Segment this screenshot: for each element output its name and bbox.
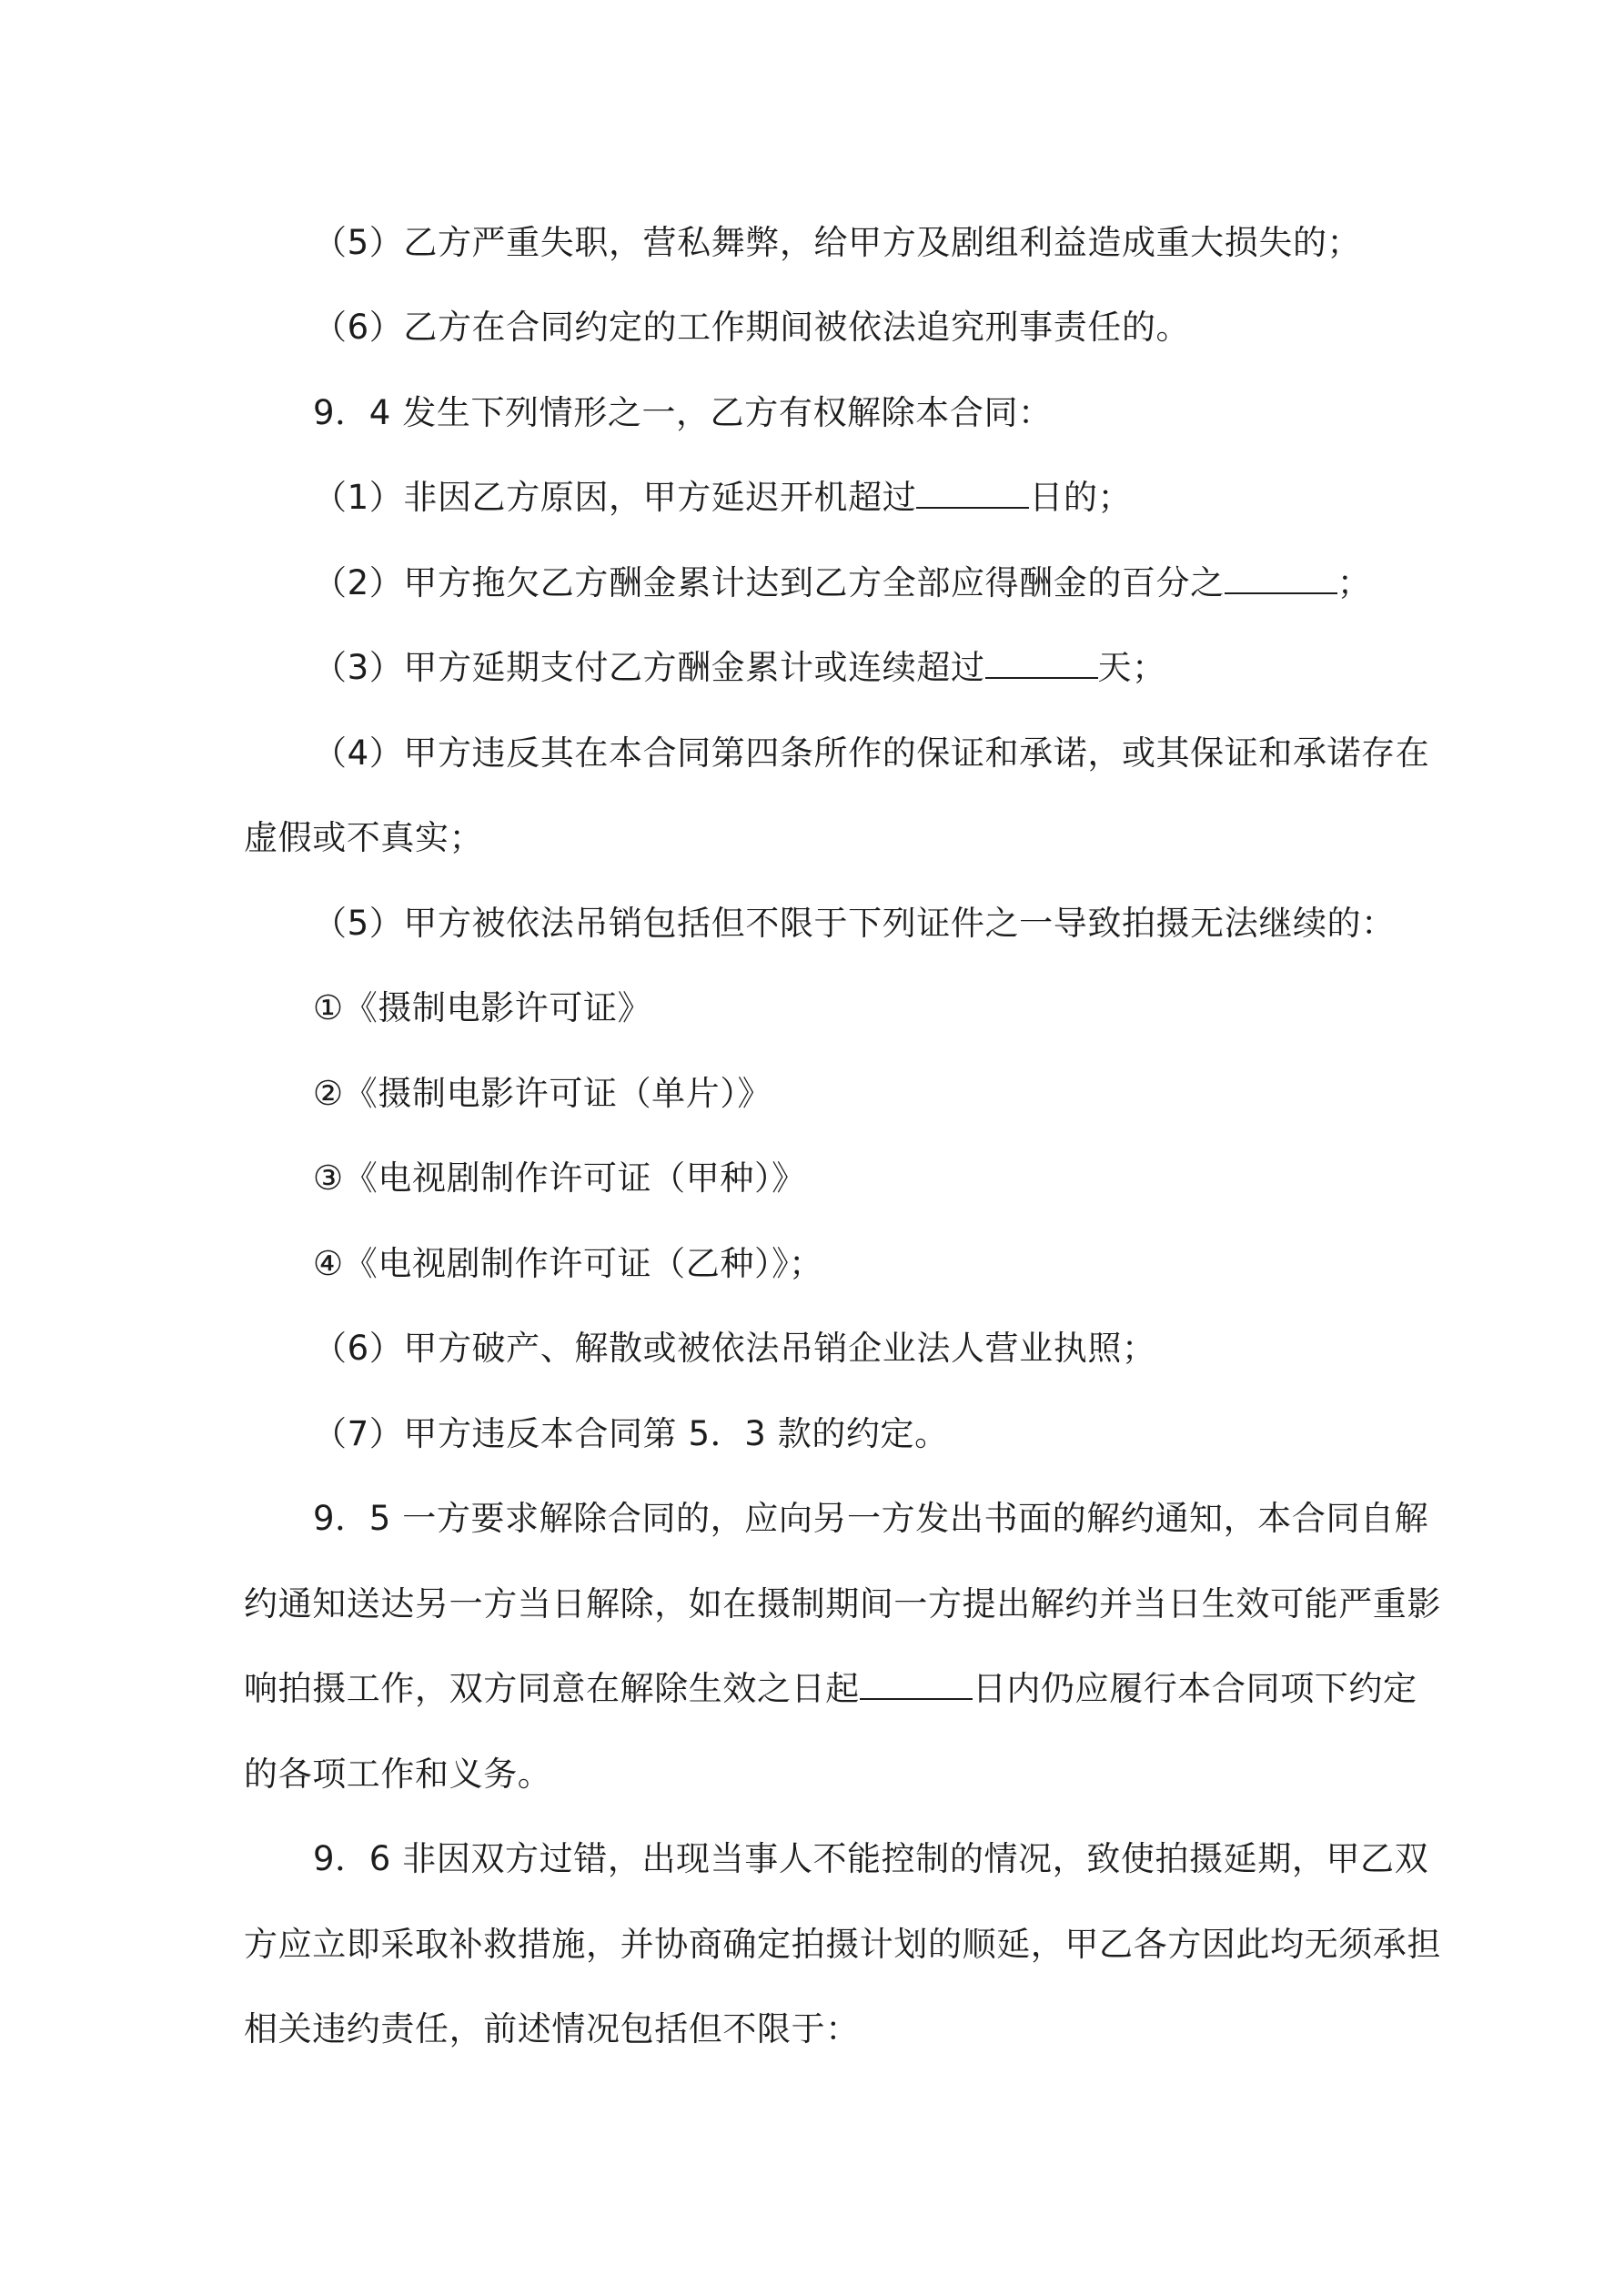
text-line (313, 733, 1429, 774)
text-line (313, 648, 1166, 688)
text-run: （5）乙方严重失职，营私舞弊，给甲方及剧组利益造成重大损失的； (313, 223, 1362, 262)
text-line (313, 1839, 1428, 1879)
text-line (313, 308, 1190, 348)
text-run: （5）甲方被依法吊销包括但不限于下列证件之一导致拍摄无法继续的： (313, 904, 1396, 943)
text-line (313, 1074, 772, 1114)
text-line (313, 988, 651, 1028)
text-run: ； (1337, 563, 1372, 602)
text-run: 9．5 一方要求解除合同的，应向另一方发出书面的解约通知，本合同自解 (313, 1499, 1429, 1538)
text-line (313, 1499, 1428, 1539)
text-line (244, 1669, 1417, 1709)
text-line (313, 1329, 1156, 1369)
text-run: ①《摄制电影许可证》 (313, 988, 652, 1027)
text-run: （4）甲方违反其在本合同第四条所作的保证和承诺，或其保证和承诺存在 (313, 733, 1430, 773)
text-run: 响拍摄工作，双方同意在解除生效之日起 (244, 1669, 860, 1708)
text-run: （3）甲方延期支付乙方酬金累计或连续超过 (313, 648, 985, 687)
text-run: （2）甲方拖欠乙方酬金累计达到乙方全部应得酬金的百分之 (313, 563, 1225, 602)
text-line (313, 1244, 823, 1284)
text-line (244, 2009, 860, 2049)
text-run: ②《摄制电影许可证（单片）》 (313, 1074, 772, 1113)
text-run: （6）乙方在合同约定的工作期间被依法追究刑事责任的。 (313, 308, 1191, 347)
text-run: 方应立即采取补救措施，并协商确定拍摄计划的顺延，甲乙各方因此均无须承担 (244, 1925, 1441, 1964)
text-run: 约通知送达另一方当日解除，如在摄制期间一方提出解约并当日生效可能严重影 (244, 1584, 1441, 1623)
text-run: 日的； (1029, 478, 1133, 517)
text-line (313, 393, 1053, 433)
text-line (313, 904, 1396, 944)
text-run: （7）甲方违反本合同第 5．3 款的约定。 (313, 1414, 949, 1453)
text-run: 日内仍应履行本合同项下约定 (972, 1669, 1417, 1708)
text-line (313, 563, 1371, 603)
text-run: 的各项工作和义务。 (244, 1755, 552, 1794)
text-run: 相关违约责任，前述情况包括但不限于： (244, 2009, 860, 2048)
text-line (313, 1158, 806, 1199)
fill-blank[interactable] (860, 1671, 973, 1700)
fill-blank[interactable] (985, 650, 1098, 679)
text-run: 天； (1097, 648, 1166, 687)
text-line (244, 1584, 1441, 1624)
text-line (313, 223, 1361, 263)
text-run: （1）非因乙方原因，甲方延迟开机超过 (313, 478, 917, 517)
text-run: ③《电视剧制作许可证（甲种）》 (313, 1158, 806, 1198)
text-run: 虚假或不真实； (244, 818, 484, 857)
fill-blank[interactable] (916, 480, 1029, 509)
text-run: 9．6 非因双方过错，出现当事人不能控制的情况，致使拍摄延期，甲乙双 (313, 1839, 1429, 1878)
text-line (244, 1755, 551, 1795)
text-line (244, 1925, 1441, 1965)
text-run: （6）甲方破产、解散或被依法吊销企业法人营业执照； (313, 1329, 1156, 1368)
text-line (313, 1414, 949, 1454)
text-run: 9．4 发生下列情形之一，乙方有权解除本合同： (313, 393, 1053, 432)
fill-blank[interactable] (1225, 565, 1337, 594)
text-run: ④《电视剧制作许可证（乙种）》； (313, 1244, 823, 1283)
text-line (313, 478, 1132, 518)
text-line (244, 818, 483, 858)
